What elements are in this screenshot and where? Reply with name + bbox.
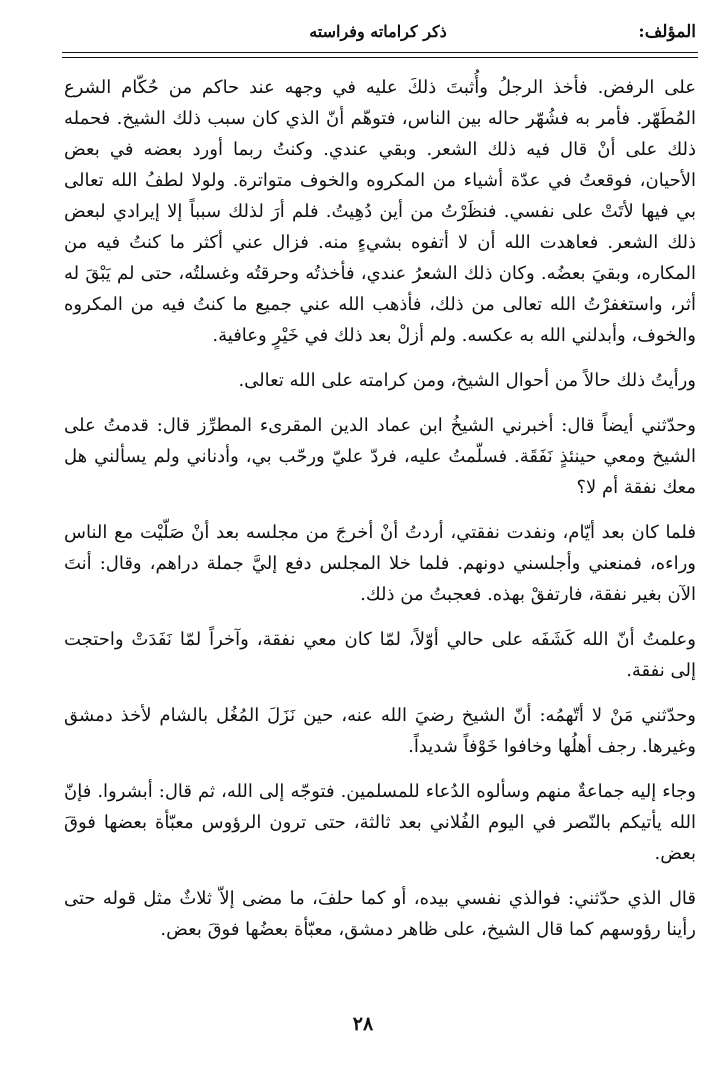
paragraph-rafd-story: على الرفض. فأخذ الرجلُ وأُثبتَ ذلكَ عليه في وجهه عند حاكم من حُكّام الشرع المُطَهّر. فأمر به فشُهّر حاله بين الناس، فتوهّم أنّ الذي كان سبب ذلك الشيخ. فحمله ذلك على أنْ قال فيه ذلك الشعر. وبقي عندي. وكنتُ ربما أورد بعضه في بعض الأحيان، فوقعتُ في عدّة أشياء من المكروه والخوف متواترة. ولولا لطفُ الله تعالى بي فيها لأتَتْ على نفسي. فنظَرْتُ من أين دُهِيتُ. فلم أرَ لذلك سبباً إلا إيرادي لبعض ذلك الشعر. فعاهدت الله أن لا أتفوه بشيءٍ منه. فزال عني أكثر ما كنتُ فيه من المكاره، وبقيَ بعضُه. وكان ذلك الشعرُ عندي، فأخذتُه وحرقتُه وغسلتُه، حتى لم يَبْقَ له أثر، واستغفرْتُ الله تعالى من ذلك، فأذهب الله عني جميع ما كنتُ فيه من المكروه والخوف، وأبدلني الله به عكسه. ولم أزلْ بعد ذلك في خَيْرٍ وعافية. (64, 77, 696, 346)
running-header (60, 22, 696, 48)
paragraph-dua: وجاء إليه جماعةٌ منهم وسألوه الدُعاء للمسلمين. فتوجّه إلى الله، ثم قال: أبشروا. فإنّ الله يأتيكم بالنّصر في اليوم الفُلاني بعد ثالثة، حتى ترون الرؤوس معبّأة بعضها فوقَ بعض. (64, 781, 696, 864)
paragraph-nafaqa: فلما كان بعد أيّام، ونفدت نفقتي، أردتُ أنْ أخرجَ من مجلسه بعد أنْ صَلّيْت مع الناس وراءه، فمنعني وأجلسني دونهم. فلما خلا المجلس دفع إليَّ جملة دراهم، وقال: أنتَ الآن بغير نفقة، فارتفقْ بهذه. فعجبتُ من ذلك. (64, 522, 696, 605)
header-chapter-title: ذكر كراماته وفراسته (309, 22, 447, 41)
paragraph-kashf: وعلمتُ أنّ الله كَشَفَه على حالي أوّلاً، لمّا كان معي نفقة، وآخراً لمّا نَفَدَتْ واحتجت إلى نفقة. (64, 629, 696, 681)
paragraph-observation: ورأيتُ ذلك حالاً من أحوال الشيخ، ومن كرامته على الله تعالى. (238, 370, 696, 391)
body-text (64, 72, 696, 955)
page-number: ٢٨ (352, 1013, 374, 1035)
paragraph-mongols: وحدّثني مَنْ لا أتّهمُه: أنّ الشيخ رضيَ الله عنه، حين نَزَلَ المُغُل بالشام لأخذ دمشق وغيرها. رجف أهلُها وخافوا خَوْفاً شديداً. (64, 705, 696, 757)
header-rule-bottom (62, 57, 698, 58)
header-rule-top (62, 52, 698, 53)
header-author-label: المؤلف: (638, 22, 696, 42)
paragraph-ibn-imad-narration: وحدّثني أيضاً قال: أخبرني الشيخُ ابن عماد الدين المقرىء المطرِّز قال: قدمتُ على الشيخ ومعي حينئذٍ نَفَقَة. فسلّمتُ عليه، فردّ عليّ ورحّب بي، وأدناني ولم يسألني هل معك نفقة أم لا؟ (64, 415, 696, 498)
paragraph-oath: قال الذي حدّثني: فوالذي نفسي بيده، أو كما حلفَ، ما مضى إلاّ ثلاثٌ مثل قوله حتى رأينا رؤوسهم كما قال الشيخ، على ظاهر دمشق، معبّأة بعضُها فوقَ بعض. (64, 888, 696, 940)
